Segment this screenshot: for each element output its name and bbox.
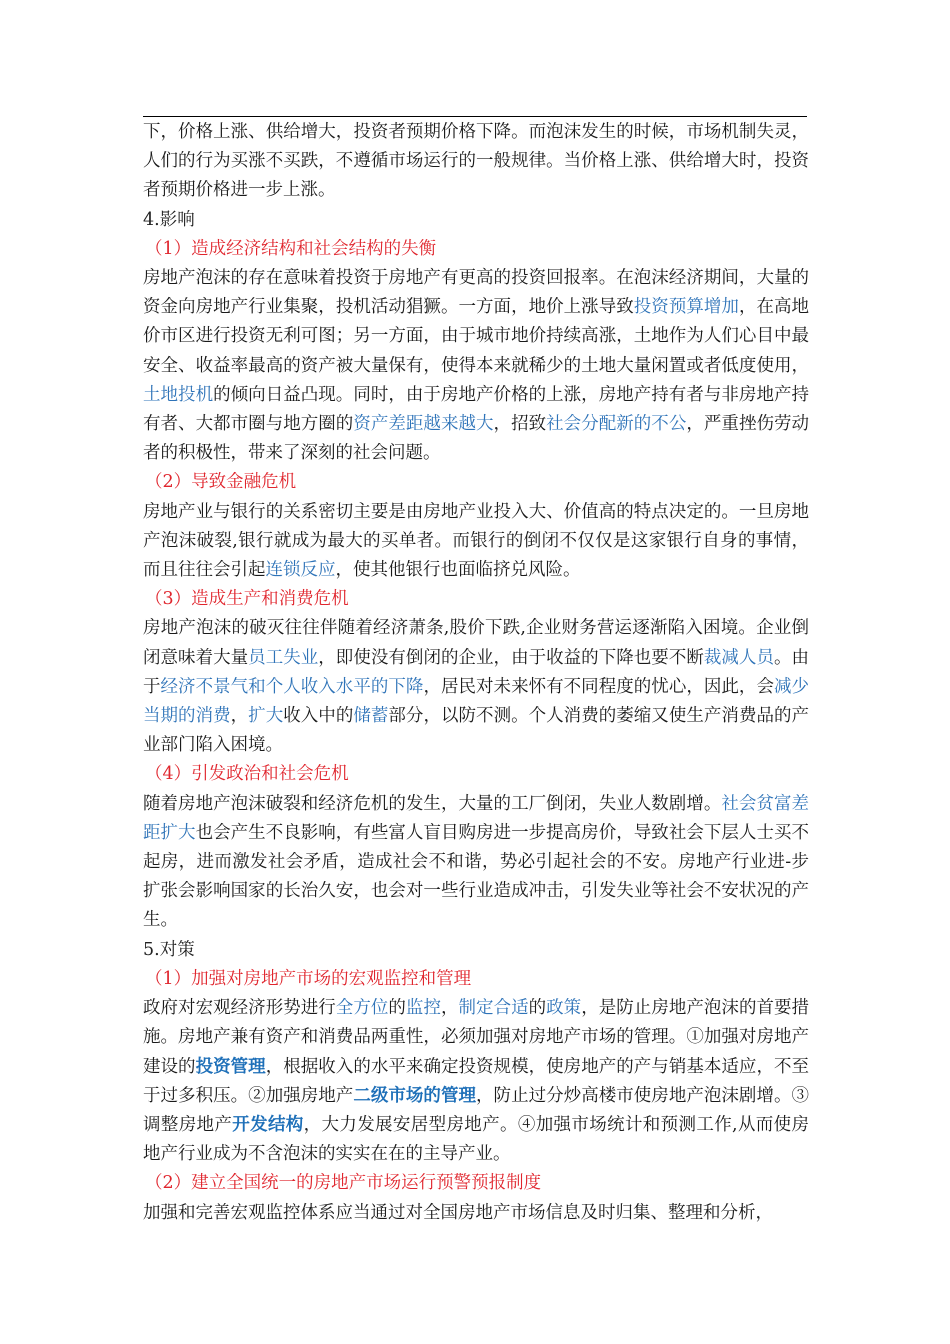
paragraph-imbalance: 房地产泡沫的存在意味着投资于房地产有更高的投资回报率。在泡沫经济期间，大量的资金向房地产行业集聚，投机活动猖獗。一方面，地价上涨导致投资预算增加，在高地价市区进行投资无利可图；另一方面，由于城市地价持续高涨，土地作为人们心目中最安全、收益率最高的资产被大量保有，使得本来就稀少的土地大量闲置或者低度使用，土地投机的倾向日益凸现。同时，由于房地产价格的上涨，房地产持有者与非房地产持有者、大都市圈与地方圈的资产差距越来越大，招致社会分配新的不公，严重挫伤劳动者的积极性，带来了深刻的社会问题。 — [143, 268, 810, 464]
highlight-term: 连锁反应 — [265, 560, 336, 581]
bold-highlight-term: 二级市场的管理 — [353, 1085, 477, 1106]
header-rule — [143, 116, 807, 117]
bold-highlight-term: 投资管理 — [195, 1056, 266, 1077]
subheading-financial-crisis: （2）导致金融危机 — [145, 472, 297, 493]
highlight-term: 裁减人员 — [703, 647, 774, 668]
paragraph-financial-crisis: 房地产业与银行的关系密切主要是由房地产业投入大、价值高的特点决定的。一旦房地产泡沫破裂,银行就成为最大的买单者。而银行的倒闭不仅仅是这家银行自身的事情，而且往往会引起连锁反应，使其他银行也面临挤兑风险。 — [143, 501, 809, 581]
highlight-term: 资产差距越来越大 — [353, 414, 494, 435]
highlight-term: 储蓄 — [353, 706, 389, 727]
subheading-imbalance: （1）造成经济结构和社会结构的失衡 — [145, 238, 437, 259]
highlight-term: 员工失业 — [248, 647, 319, 668]
highlight-term: 减少当期的消费 — [143, 676, 810, 727]
paragraph-macro-control: 政府对宏观经济形势进行全方位的监控，制定合适的政策，是防止房地产泡沫的首要措施。房地产兼有资产和消费品两重性，必须加强对房地产市场的管理。①加强对房地产建设的投资管理，根据收入的水平来确定投资规模，使房地产的产与销基本适应，不至于过多积压。②加强房地产二级市场的管理，防止过分炒高楼市使房地产泡沫剧增。③调整房地产开发结构，大力发展安居型房地产。④加强市场统计和预测工作,从而使房地产行业成为不含泡沫的实实在在的主导产业。 — [143, 998, 810, 1165]
subheading-early-warning: （2）建立全国统一的房地产市场运行预警预报制度 — [145, 1173, 542, 1194]
highlight-term: 社会分配新的不公 — [546, 414, 687, 435]
paragraph-production-crisis: 房地产泡沫的破灭往往伴随着经济萧条,股价下跌,企业财务营运逐渐陷入困境。企业倒闭意味着大量员工失业，即使没有倒闭的企业，由于收益的下降也要不断裁减人员。由于经济不景气和个人收入水平的下降，居民对未来怀有不同程度的忧心，因此，会减少当期的消费，扩大收入中的储蓄部分，以防不测。个人消费的萎缩又使生产消费品的产业部门陷入困境。 — [143, 618, 810, 756]
highlight-term: 监控 — [405, 998, 441, 1019]
highlight-term: 政策 — [546, 998, 582, 1019]
highlight-term: 社会贫富差距扩大 — [143, 793, 809, 843]
document-body — [143, 118, 809, 1228]
subheading-macro-control: （1）加强对房地产市场的宏观监控和管理 — [145, 968, 472, 989]
highlight-term: 投资预算增加 — [633, 297, 739, 318]
highlight-term: 经济不景气和个人收入水平的下降 — [160, 676, 424, 697]
section-heading-policy: 5.对策 — [143, 939, 195, 960]
paragraph-early-warning: 加强和完善宏观监控体系应当通过对全国房地产市场信息及时归集、整理和分析， — [143, 1202, 773, 1223]
section-heading-impact: 4.影响 — [143, 209, 195, 230]
highlight-term: 制定合适 — [458, 998, 529, 1019]
highlight-term: 土地投机 — [143, 384, 214, 405]
intro-paragraph: 下，价格上涨、供给增大，投资者预期价格下降。而泡沫发生的时候，市场机制失灵，人们的行为买涨不买跌，不遵循市场运行的一般规律。当价格上涨、供给增大时，投资者预期价格进一步上涨。 — [143, 122, 809, 201]
highlight-term: 全方位 — [335, 998, 389, 1019]
paragraph-political-crisis: 随着房地产泡沫破裂和经济危机的发生，大量的工厂倒闭，失业人数剧增。社会贫富差距扩大也会产生不良影响，有些富人盲目购房进一步提高房价，导致社会下层人士买不起房，进而激发社会矛盾，造成社会不和谐，势必引起社会的不安。房地产行业进-步扩张会影响国家的长治久安，也会对一些行业造成冲击，引发失业等社会不安状况的产生。 — [143, 793, 810, 931]
bold-highlight-term: 开发结构 — [232, 1114, 304, 1135]
highlight-term: 扩大 — [248, 706, 284, 727]
subheading-production-crisis: （3）造成生产和消费危机 — [145, 589, 349, 610]
subheading-political-crisis: （4）引发政治和社会危机 — [145, 764, 349, 785]
